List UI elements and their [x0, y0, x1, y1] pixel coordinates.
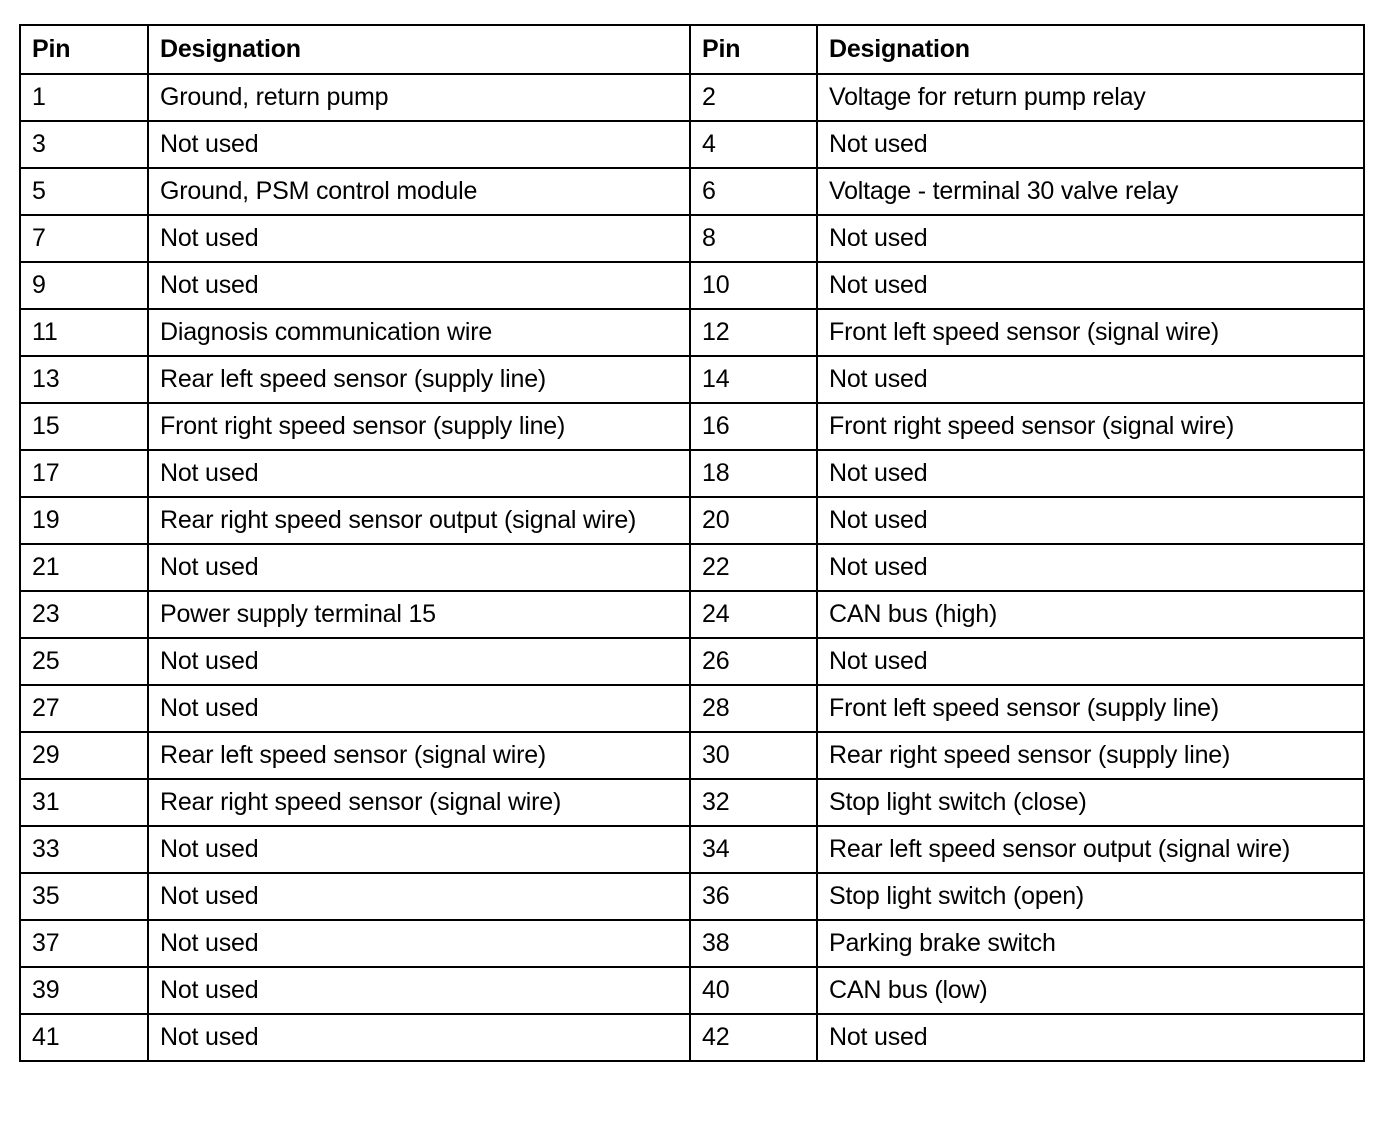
- pin-cell: 13: [20, 356, 148, 403]
- designation-cell: Not used: [148, 873, 690, 920]
- designation-cell: CAN bus (low): [817, 967, 1364, 1014]
- table-row: [20, 779, 1364, 826]
- table-row: [20, 74, 1364, 121]
- pin-cell: 12: [690, 309, 817, 356]
- header-pin-right: Pin: [690, 25, 817, 74]
- designation-cell: Parking brake switch: [817, 920, 1364, 967]
- designation-cell: Not used: [817, 638, 1364, 685]
- table-row: [20, 262, 1364, 309]
- pin-cell: 1: [20, 74, 148, 121]
- designation-cell: Stop light switch (close): [817, 779, 1364, 826]
- designation-cell: Not used: [817, 544, 1364, 591]
- table-row: [20, 1014, 1364, 1061]
- table-row: [20, 450, 1364, 497]
- designation-cell: Not used: [148, 450, 690, 497]
- pin-cell: 22: [690, 544, 817, 591]
- table-row: [20, 309, 1364, 356]
- table-row: [20, 967, 1364, 1014]
- header-row: [20, 25, 1364, 74]
- designation-cell: CAN bus (high): [817, 591, 1364, 638]
- pin-cell: 15: [20, 403, 148, 450]
- designation-cell: Front left speed sensor (supply line): [817, 685, 1364, 732]
- pin-cell: 3: [20, 121, 148, 168]
- designation-cell: Power supply terminal 15: [148, 591, 690, 638]
- pin-cell: 4: [690, 121, 817, 168]
- designation-cell: Front right speed sensor (signal wire): [817, 403, 1364, 450]
- table-row: [20, 121, 1364, 168]
- pin-cell: 27: [20, 685, 148, 732]
- table-row: [20, 826, 1364, 873]
- designation-cell: Rear right speed sensor output (signal wire): [148, 497, 690, 544]
- designation-cell: Not used: [148, 685, 690, 732]
- designation-cell: Voltage - terminal 30 valve relay: [817, 168, 1364, 215]
- pin-cell: 19: [20, 497, 148, 544]
- designation-cell: Rear right speed sensor (supply line): [817, 732, 1364, 779]
- designation-cell: Not used: [817, 121, 1364, 168]
- pin-cell: 28: [690, 685, 817, 732]
- header-pin-left: Pin: [20, 25, 148, 74]
- pin-cell: 37: [20, 920, 148, 967]
- designation-cell: Stop light switch (open): [817, 873, 1364, 920]
- table-row: [20, 497, 1364, 544]
- pin-cell: 39: [20, 967, 148, 1014]
- header-designation-left: Designation: [148, 25, 690, 74]
- designation-cell: Front right speed sensor (supply line): [148, 403, 690, 450]
- table-row: [20, 591, 1364, 638]
- pin-cell: 20: [690, 497, 817, 544]
- designation-cell: Voltage for return pump relay: [817, 74, 1364, 121]
- designation-cell: Not used: [148, 262, 690, 309]
- table-row: [20, 215, 1364, 262]
- designation-cell: Not used: [817, 450, 1364, 497]
- table-row: [20, 544, 1364, 591]
- pin-cell: 16: [690, 403, 817, 450]
- pin-cell: 26: [690, 638, 817, 685]
- pin-cell: 17: [20, 450, 148, 497]
- table-row: [20, 403, 1364, 450]
- designation-cell: Rear left speed sensor output (signal wire): [817, 826, 1364, 873]
- pin-cell: 32: [690, 779, 817, 826]
- pin-cell: 2: [690, 74, 817, 121]
- table-row: [20, 732, 1364, 779]
- pin-cell: 9: [20, 262, 148, 309]
- designation-cell: Not used: [817, 262, 1364, 309]
- pin-cell: 29: [20, 732, 148, 779]
- pin-cell: 10: [690, 262, 817, 309]
- pin-cell: 14: [690, 356, 817, 403]
- pin-cell: 25: [20, 638, 148, 685]
- designation-cell: Not used: [817, 356, 1364, 403]
- designation-cell: Diagnosis communication wire: [148, 309, 690, 356]
- pin-cell: 5: [20, 168, 148, 215]
- pin-cell: 6: [690, 168, 817, 215]
- table-row: [20, 685, 1364, 732]
- designation-cell: Not used: [148, 967, 690, 1014]
- designation-cell: Not used: [148, 215, 690, 262]
- pin-cell: 24: [690, 591, 817, 638]
- header-designation-right: Designation: [817, 25, 1364, 74]
- pin-cell: 18: [690, 450, 817, 497]
- table-row: [20, 638, 1364, 685]
- table-row: [20, 168, 1364, 215]
- pin-cell: 33: [20, 826, 148, 873]
- designation-cell: Ground, return pump: [148, 74, 690, 121]
- designation-cell: Not used: [148, 1014, 690, 1061]
- designation-cell: Not used: [148, 920, 690, 967]
- pin-cell: 40: [690, 967, 817, 1014]
- pin-assignment-table: [19, 24, 1365, 1062]
- pin-cell: 41: [20, 1014, 148, 1061]
- pin-cell: 21: [20, 544, 148, 591]
- designation-cell: Not used: [817, 1014, 1364, 1061]
- pin-cell: 8: [690, 215, 817, 262]
- designation-cell: Not used: [148, 638, 690, 685]
- pin-cell: 38: [690, 920, 817, 967]
- designation-cell: Ground, PSM control module: [148, 168, 690, 215]
- designation-cell: Rear right speed sensor (signal wire): [148, 779, 690, 826]
- pin-cell: 34: [690, 826, 817, 873]
- pin-cell: 36: [690, 873, 817, 920]
- pin-cell: 42: [690, 1014, 817, 1061]
- pin-cell: 11: [20, 309, 148, 356]
- pin-cell: 7: [20, 215, 148, 262]
- pin-cell: 23: [20, 591, 148, 638]
- designation-cell: Not used: [817, 215, 1364, 262]
- table-row: [20, 356, 1364, 403]
- designation-cell: Not used: [148, 826, 690, 873]
- designation-cell: Not used: [817, 497, 1364, 544]
- pin-cell: 31: [20, 779, 148, 826]
- table-row: [20, 873, 1364, 920]
- designation-cell: Not used: [148, 121, 690, 168]
- table-row: [20, 920, 1364, 967]
- designation-cell: Not used: [148, 544, 690, 591]
- designation-cell: Rear left speed sensor (supply line): [148, 356, 690, 403]
- designation-cell: Front left speed sensor (signal wire): [817, 309, 1364, 356]
- designation-cell: Rear left speed sensor (signal wire): [148, 732, 690, 779]
- pin-cell: 30: [690, 732, 817, 779]
- pin-cell: 35: [20, 873, 148, 920]
